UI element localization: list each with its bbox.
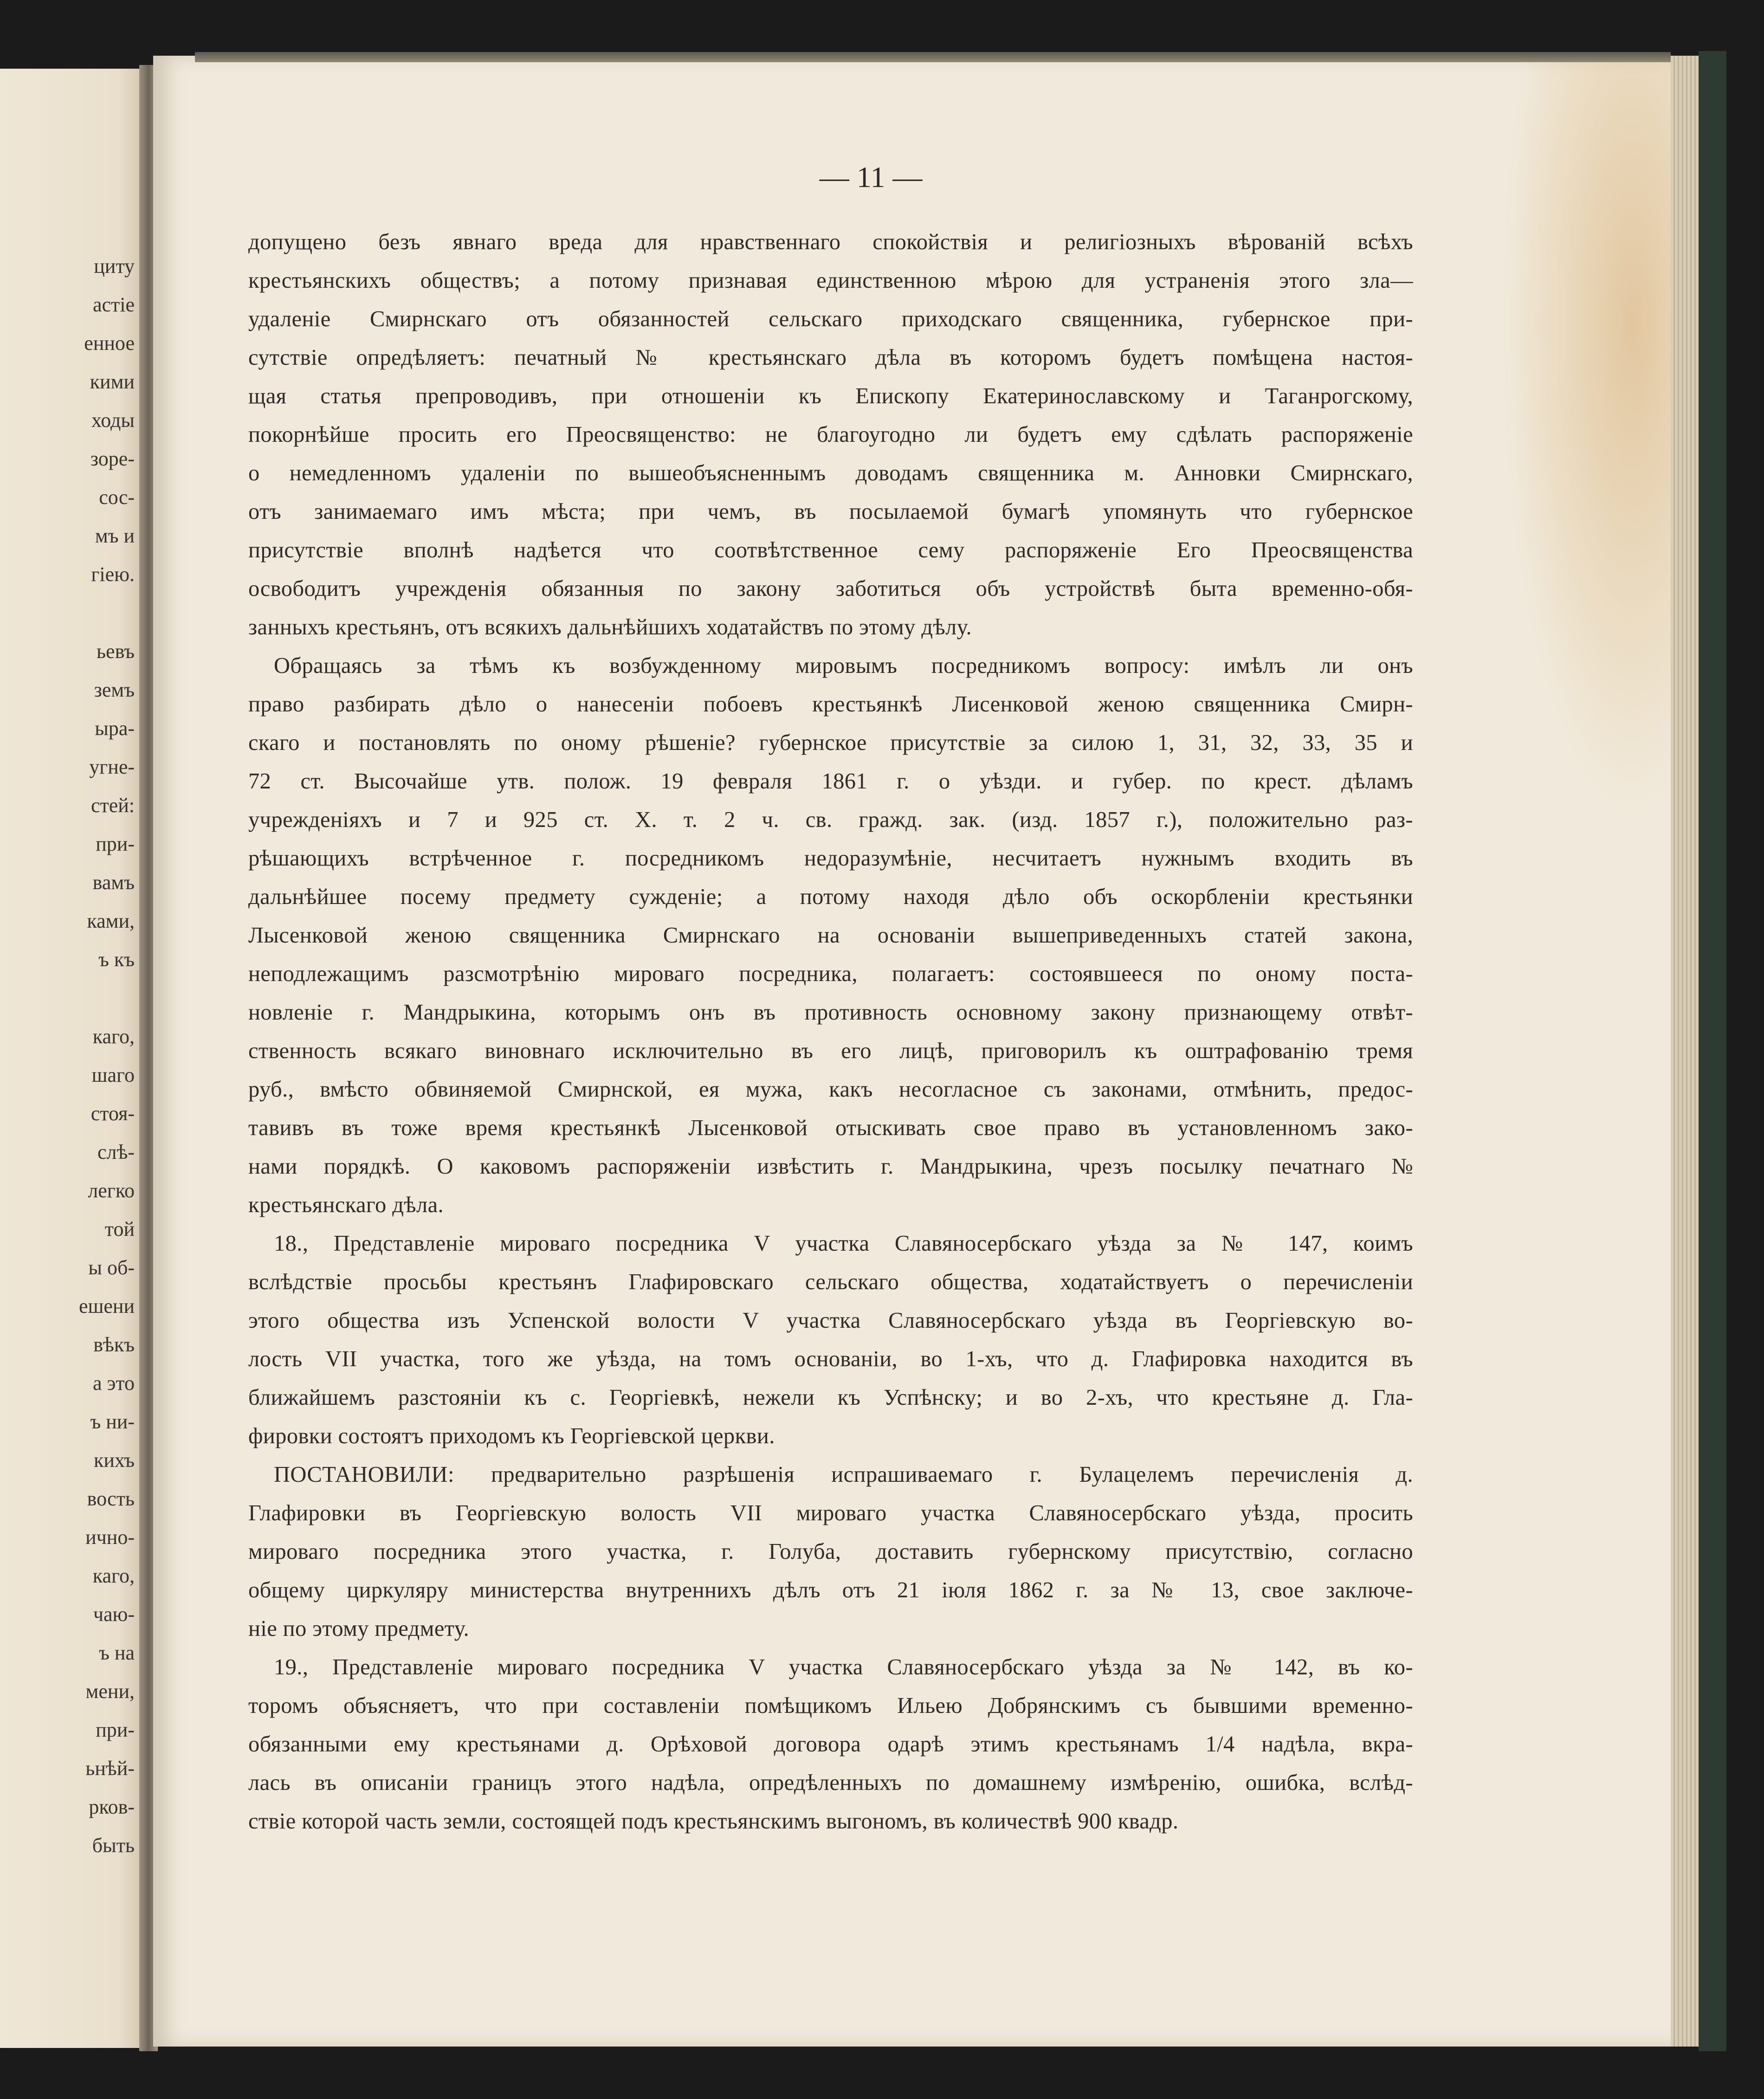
left-page-fragment: вамъ (92, 871, 135, 894)
text-line: щая статья препроводивъ, при отношеніи къ Епископу Екатеринославскому и Таганрогскому, (248, 384, 1413, 408)
left-page-fragment: ыра- (95, 717, 135, 740)
left-page-fragment: угне- (89, 756, 135, 778)
left-page-fragment: гіею. (91, 563, 135, 586)
text-line: ближайшемъ разстояніи къ с. Георгіевкѣ, нежели къ Успѣнску; и во 2-хъ, что крестьяне д. Гла- (248, 1385, 1413, 1410)
book-cover-edge (1699, 51, 1726, 2051)
text-line: руб., вмѣсто обвиняемой Смирнской, ея мужа, какъ несогласное съ законами, отмѣнить, предос- (248, 1077, 1413, 1102)
text-line: 72 ст. Высочайше утв. полож. 19 февраля 1861 г. о уѣзди. и губер. по крест. дѣламъ (248, 769, 1413, 794)
left-page-fragment: вѣкъ (93, 1333, 135, 1356)
left-page-fragment: ъ къ (98, 948, 135, 971)
left-page-fragment: при- (96, 1718, 135, 1741)
left-page-fragment: ьевъ (96, 640, 135, 663)
text-line: торомъ объясняетъ, что при составленіи помѣщикомъ Ильею Добрянскимъ съ бывшими временно- (248, 1693, 1413, 1718)
left-page-fragment: зоре- (90, 447, 135, 470)
left-page-fragment: легко (88, 1179, 135, 1202)
text-line: лась въ описаніи границъ этого надѣла, опредѣленныхъ по домашнему измѣренію, ошибка, вслѣд- (248, 1770, 1413, 1795)
text-line: допущено безъ явнаго вреда для нравственнаго спокойствія и религіозныхъ вѣрованій всѣхъ (248, 230, 1413, 254)
text-line: освободитъ учрежденія обязанныя по закону заботиться объ устройствѣ быта временно-обя- (248, 576, 1413, 601)
left-page-fragment: каго, (92, 1564, 135, 1587)
top-page-edge (195, 52, 1671, 62)
left-page-fragment: той (104, 1218, 135, 1240)
left-page-fragment: а это (92, 1372, 135, 1395)
text-line: фировки состоятъ приходомъ къ Георгіевской церкви. (248, 1424, 775, 1448)
text-line: рѣшающихъ встрѣченное г. посредникомъ недоразумѣніе, несчитаетъ нужнымъ входить въ (248, 846, 1413, 871)
text-line: ПОСТАНОВИЛИ: предварительно разрѣшенія испрашиваемаго г. Булацелемъ перечисленія д. (274, 1462, 1413, 1487)
left-page (0, 69, 148, 2048)
paragraph (248, 223, 1413, 646)
paragraph (248, 646, 1413, 1224)
paragraph (248, 1455, 1413, 1648)
text-line: новленіе г. Мандрыкина, которымъ онъ въ противность основному закону признающему отвѣт- (248, 1000, 1413, 1025)
left-page-fragment: стей: (90, 794, 135, 817)
left-page-fragment: кихъ (94, 1449, 135, 1472)
text-line: мироваго посредника этого участка, г. Голуба, доставить губернскому присутствію, согласно (248, 1539, 1413, 1564)
text-line: вслѣдствіе просьбы крестьянъ Глафировскаго сельскаго общества, ходатайствуетъ о перечисленіи (248, 1270, 1413, 1294)
text-line: удаленіе Смирнскаго отъ обязанностей сельскаго приходскаго священника, губернское при- (248, 307, 1413, 331)
left-page-fragment: земъ (94, 678, 135, 701)
text-line: сутствіе опредѣляетъ: печатный № крестьянскаго дѣла въ которомъ будетъ помѣщена настоя- (248, 345, 1413, 370)
left-page-fragment: енное (84, 332, 135, 355)
left-page-fragment: кими (90, 370, 135, 393)
text-line: неподлежащимъ разсмотрѣнію мироваго посредника, полагаетъ: состоявшееся по оному поста- (248, 962, 1413, 986)
paragraph (248, 1224, 1413, 1455)
left-page-fragment: вость (87, 1487, 135, 1510)
text-line: нами порядкѣ. О каковомъ распоряженіи извѣстить г. Мандрыкина, чрезъ посылку печатнаго № (248, 1154, 1413, 1179)
left-page-fragment: ъ на (99, 1641, 135, 1664)
text-line: учрежденіяхъ и 7 и 925 ст. X. т. 2 ч. св. гражд. зак. (изд. 1857 г.), положительно раз- (248, 807, 1413, 832)
left-page-fragment: чаю- (93, 1603, 135, 1626)
text-line: отъ занимаемаго имъ мѣста; при чемъ, въ посылаемой бумагѣ упомянуть что губернское (248, 499, 1413, 524)
text-line: лость VII участка, того же уѣзда, на томъ основаніи, во 1-хъ, что д. Глафировка находится въ (248, 1347, 1413, 1371)
left-page-fragment: каго, (92, 1025, 135, 1048)
left-page-fragment: ешени (78, 1295, 135, 1318)
text-line: общему циркуляру министерства внутреннихъ дѣлъ отъ 21 іюля 1862 г. за № 13, свое заключе- (248, 1578, 1413, 1602)
text-line: 18., Представленіе мироваго посредника V участка Славяносербскаго уѣзда за № 147, коимъ (274, 1231, 1413, 1256)
text-line: право разбирать дѣло о нанесеніи побоевъ крестьянкѣ Лисенковой женою священника Смирн- (248, 692, 1413, 717)
text-line: крестьянскаго дѣла. (248, 1193, 444, 1217)
left-page-fragment: астіе (92, 293, 135, 316)
page-number: — 11 — (819, 161, 923, 194)
left-page-fragment: сос- (99, 486, 135, 509)
text-line: дальнѣйшее посему предмету сужденіе; а потому находя дѣло объ оскорбленіи крестьянки (248, 885, 1413, 909)
text-line: присутствіе вполнѣ надѣется что соотвѣтственное сему распоряженіе Его Преосвященства (248, 538, 1413, 562)
left-page-fragment: быть (92, 1834, 135, 1857)
text-line: обязанными ему крестьянами д. Орѣховой договора одарѣ этимъ крестьянамъ 1/4 надѣла, вкра- (248, 1732, 1413, 1757)
text-line: тавивъ въ тоже время крестьянкѣ Лысенковой отыскивать свое право въ установленномъ зако- (248, 1116, 1413, 1140)
text-line: крестьянскихъ обществъ; а потому признавая единственною мѣрою для устраненія этого зла— (248, 268, 1413, 293)
left-page-fragment: ходы (91, 409, 135, 432)
left-page-fragment: ьнѣй- (85, 1757, 135, 1780)
text-line: ствіе которой часть земли, состоящей подъ крестьянскимъ выгономъ, въ количествѣ 900 квадр. (248, 1809, 1179, 1834)
text-line: Глафировки въ Георгіевскую волость VII мироваго участка Славяносербскаго уѣзда, просить (248, 1501, 1413, 1525)
text-line: скаго и постановлять по оному рѣшеніе? губернское присутствіе за силою 1, 31, 32, 33, 35 и (248, 730, 1413, 755)
text-line: покорнѣйше просить его Преосвященство: не благоугодно ли будетъ ему сдѣлать распоряженіе (248, 422, 1413, 447)
page-text (248, 223, 1413, 1841)
text-line: Обращаясь за тѣмъ къ возбужденному мировымъ посредникомъ вопросу: имѣлъ ли онъ (274, 653, 1413, 678)
left-page-fragment: мъ и (95, 524, 135, 547)
paragraph (248, 1648, 1413, 1841)
left-page-fragment: мени, (85, 1680, 135, 1703)
text-line: 19., Представленіе мироваго посредника V участка Славяносербскаго уѣзда за № 142, въ ко- (274, 1655, 1413, 1679)
left-page-fragment: стоя- (90, 1102, 135, 1125)
left-page-fragment: ы об- (88, 1256, 135, 1279)
left-page-fragment: циту (94, 255, 135, 278)
left-page-fragment: ками, (87, 910, 135, 932)
left-page-fragment: слѣ- (97, 1141, 135, 1163)
left-page-fragment: ъ ни- (90, 1410, 135, 1433)
text-line: Лысенковой женою священника Смирнскаго на основаніи вышеприведенныхъ статей закона, (248, 923, 1413, 948)
text-line: этого общества изъ Успенской волости V участка Славяносербскаго уѣзда въ Георгіевскую во- (248, 1308, 1413, 1333)
left-page-fragment: ично- (85, 1526, 135, 1549)
left-page-fragment: при- (96, 833, 135, 855)
text-line: о немедленномъ удаленіи по вышеобъясненнымъ доводамъ священника м. Анновки Смирнскаго, (248, 461, 1413, 485)
text-line: ніе по этому предмету. (248, 1616, 470, 1641)
text-line: ственность всякаго виновнаго исключительно въ его лицѣ, приговорилъ къ оштрафованію тремя (248, 1039, 1413, 1063)
left-page-fragment: шаго (91, 1064, 135, 1086)
left-page-fragment: рков- (89, 1795, 135, 1818)
text-line: занныхъ крестьянъ, отъ всякихъ дальнѣйшихъ ходатайствъ по этому дѣлу. (248, 615, 972, 639)
